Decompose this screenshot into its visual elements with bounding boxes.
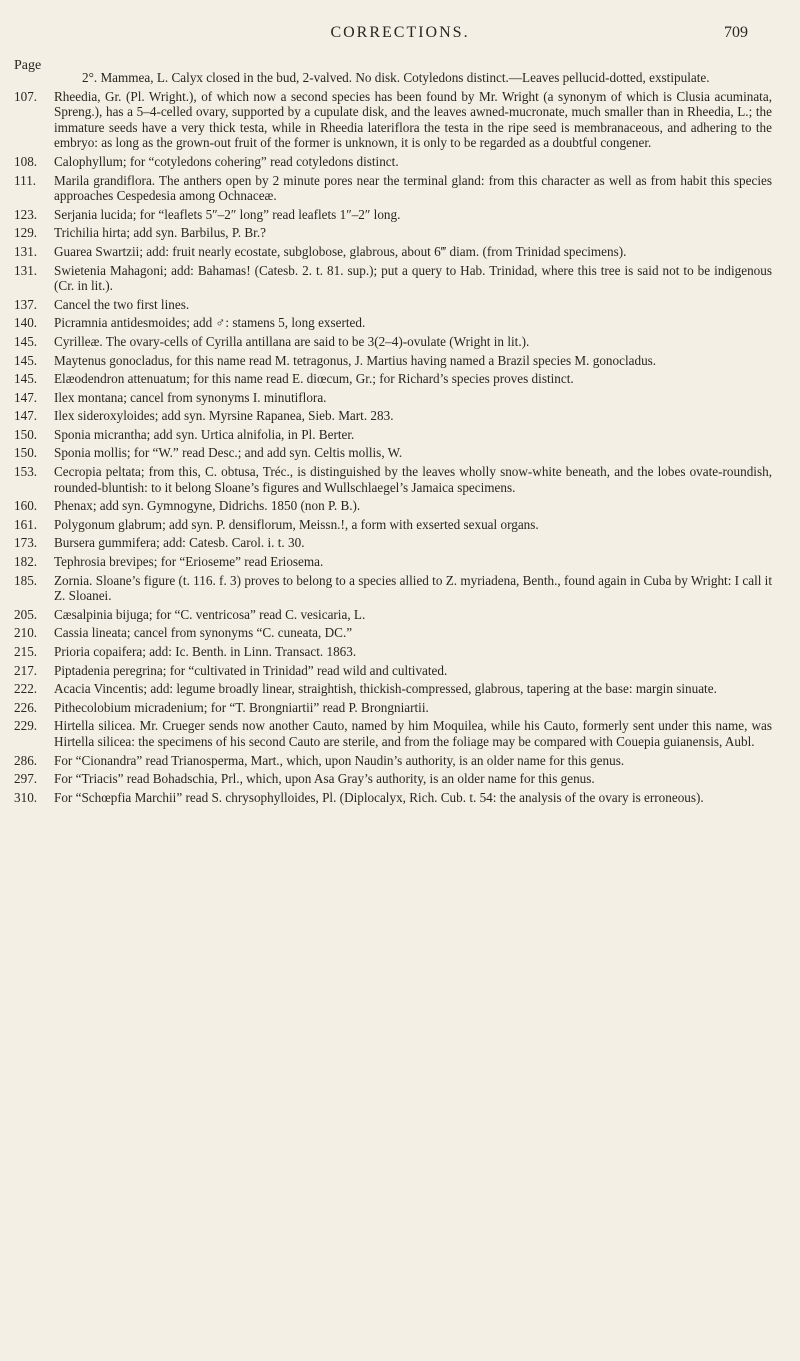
entry-page-number: 182. xyxy=(14,554,38,570)
entry-text: Trichilia hirta; add syn. Barbilus, P. Br.? xyxy=(54,225,266,241)
entry-page-number: 147. xyxy=(14,389,38,405)
correction-entry xyxy=(14,244,772,260)
entry-text: Sponia micrantha; add syn. Urtica alnifolia, in Pl. Berter. xyxy=(54,426,355,442)
entry-page-number: 145. xyxy=(14,371,38,387)
entry-page-number: 107. xyxy=(14,88,38,104)
page-number: 709 xyxy=(724,24,748,41)
entry-page-number: 140. xyxy=(14,315,38,331)
entry-page-number: 185. xyxy=(14,572,38,588)
correction-entry xyxy=(14,207,772,223)
entry-text: Ilex sideroxyloides; add syn. Myrsine Rapanea, Sieb. Mart. 283. xyxy=(54,408,394,424)
entry-page-number: 145. xyxy=(14,333,38,349)
entry-text: Sponia mollis; for “W.” read Desc.; and add syn. Celtis mollis, W. xyxy=(54,445,403,461)
entry-page-number: 160. xyxy=(14,498,38,514)
entry-text: Cancel the two first lines. xyxy=(54,296,190,312)
correction-entry xyxy=(14,315,772,331)
entry-text: Guarea Swartzii; add: fruit nearly ecostate, subglobose, glabrous, about 6‴ diam. (from Trinidad specimens). xyxy=(54,243,627,259)
entry-page-number: 108. xyxy=(14,153,38,169)
entry-text: Maytenus gonocladus, for this name read M. tetragonus, J. Martius having named a Brazil species M. gonocladus. xyxy=(54,352,657,368)
correction-entry xyxy=(14,753,772,769)
entry-text: Phenax; add syn. Gymnogyne, Didrichs. 1850 (non P. B.). xyxy=(54,498,361,514)
correction-entry xyxy=(14,681,772,697)
entry-page-number: 111. xyxy=(14,172,37,188)
entry-text: Pithecolobium micradenium; for “T. Brongniartii” read P. Brongniartii. xyxy=(54,699,429,715)
entry-page-number: 226. xyxy=(14,699,38,715)
entry-text: Calophyllum; for “cotyledons cohering” read cotyledons distinct. xyxy=(54,153,399,169)
entry-text: Polygonum glabrum; add syn. P. densiflorum, Meissn.!, a form with exserted sexual organs. xyxy=(54,516,539,532)
correction-entry xyxy=(14,427,772,443)
correction-entry xyxy=(14,625,772,641)
entry-page-number: 222. xyxy=(14,681,38,697)
entry-page-number: 286. xyxy=(14,752,38,768)
correction-entry xyxy=(14,263,772,294)
correction-entry xyxy=(14,718,772,749)
entry-text: Cassia lineata; cancel from synonyms “C. cuneata, DC.” xyxy=(54,625,353,641)
entry-text: For “Triacis” read Bohadschia, Prl., which, upon Asa Gray’s authority, is an older name for this genus. xyxy=(54,771,595,787)
entry-page-number: 150. xyxy=(14,426,38,442)
entry-text: Bursera gummifera; add: Catesb. Carol. i. t. 30. xyxy=(54,535,305,551)
correction-entry xyxy=(14,297,772,313)
correction-entry xyxy=(14,445,772,461)
correction-entry xyxy=(14,700,772,716)
entry-text: Cæsalpinia bijuga; for “C. ventricosa” read C. vesicaria, L. xyxy=(54,606,366,622)
entry-page-number: 153. xyxy=(14,464,38,480)
entry-text: Marila grandiflora. The anthers open by 2 minute pores near the terminal gland: from this character as well as from habit this species approaches Cespedesia among Ochnaceæ. xyxy=(54,172,772,204)
entry-page-number: 297. xyxy=(14,771,38,787)
entry-text: For “Schœpfia Marchii” read S. chrysophylloides, Pl. (Diplocalyx, Rich. Cub. t. 54: the analysis of the ovary is erroneous). xyxy=(54,789,704,805)
correction-entry xyxy=(14,790,772,806)
entry-page-number: 161. xyxy=(14,516,38,532)
entry-page-number: 205. xyxy=(14,606,38,622)
correction-entry xyxy=(14,70,772,86)
entry-text: Ilex montana; cancel from synonyms I. minutiflora. xyxy=(54,389,327,405)
entry-page-number: 173. xyxy=(14,535,38,551)
correction-entry xyxy=(14,89,772,151)
correction-entry xyxy=(14,573,772,604)
correction-entry xyxy=(14,408,772,424)
correction-entry xyxy=(14,390,772,406)
entry-text: Serjania lucida; for “leaflets 5″–2″ long” read leaflets 1″–2″ long. xyxy=(54,206,401,222)
page-column-label: Page xyxy=(14,58,42,73)
correction-entry xyxy=(14,154,772,170)
correction-entry xyxy=(14,554,772,570)
entry-page-number: 150. xyxy=(14,445,38,461)
entry-text: Zornia. Sloane’s figure (t. 116. f. 3) proves to belong to a species allied to Z. myriadena, Benth., found again in Cuba by Wright: I call it Z. Sloanei. xyxy=(54,572,773,604)
entry-text: Hirtella silicea. Mr. Crueger sends now another Cauto, named by him Moquilea, while his Cauto, formerly sent under this name, was Hirtella silicea: the specimens of his second Cauto are sterile, and from the foliage may be compared with Couepia guianensis, Aubl. xyxy=(54,718,772,749)
entry-page-number: 131. xyxy=(14,262,38,278)
entry-page-number: 131. xyxy=(14,243,38,259)
entry-page-number: 217. xyxy=(14,662,38,678)
entry-text: Acacia Vincentis; add: legume broadly linear, straightish, thickish-compressed, glabrous, tapering at the base: margin sinuate. xyxy=(54,681,717,697)
correction-entry xyxy=(14,371,772,387)
entry-text: Cecropia peltata; from this, C. obtusa, Tréc., is distinguished by the leaves wholly snow-white beneath, and the lobes ovate-roundish, rounded-bluntish: to it belong Sloane’s figures and Wullschlaegel’s Jamaica specimens. xyxy=(54,464,772,495)
entry-page-number: 137. xyxy=(14,296,38,312)
correction-entry xyxy=(14,535,772,551)
corrections-list xyxy=(14,70,772,805)
entry-page-number: 229. xyxy=(14,718,38,734)
correction-entry xyxy=(14,225,772,241)
entry-text: Prioria copaifera; add: Ic. Benth. in Linn. Transact. 1863. xyxy=(54,644,357,659)
correction-entry xyxy=(14,644,772,660)
correction-entry xyxy=(14,353,772,369)
entry-text: Picramnia antidesmoides; add ♂: stamens 5, long exserted. xyxy=(54,315,366,331)
entry-page-number: 147. xyxy=(14,408,38,424)
correction-entry xyxy=(14,517,772,533)
entry-page-number: 215. xyxy=(14,644,38,659)
correction-entry xyxy=(14,334,772,350)
correction-entry xyxy=(14,607,772,623)
correction-entry xyxy=(14,464,772,495)
running-head: CORRECTIONS. xyxy=(330,24,470,41)
entry-text: Swietenia Mahagoni; add: Bahamas! (Catesb. 2. t. 81. sup.); put a query to Hab. Trinidad, where this tree is said not to be indigenous (Cr. in lit.). xyxy=(54,262,772,294)
entry-text: Piptadenia peregrina; for “cultivated in Trinidad” read wild and cultivated. xyxy=(54,662,448,678)
entry-text: 2°. Mammea, L. Calyx closed in the bud, 2-valved. No disk. Cotyledons distinct.—Leaves pellucid-dotted, exstipulate. xyxy=(82,70,710,85)
entry-text: Cyrilleæ. The ovary-cells of Cyrilla antillana are said to be 3(2–4)-ovulate (Wright in lit.). xyxy=(54,333,530,349)
correction-entry xyxy=(14,771,772,787)
entry-text: Rheedia, Gr. (Pl. Wright.), of which now a second species has been found by Mr. Wright (a synonym of which is Clusia acuminata, Spreng.), has a 5–4-celled ovary, supported by a cupulate disk, and the leaves awned-mucronate, much smaller than in Rheedia, L.; the immature seeds have a very thick testa, while in Rheedia lateriflora the testa in the ripe seed is membranaceous, and adhering to the embryo: as long as the grown-out fruit of the former is unknown, it is only to be regarded as a doubtful congener. xyxy=(54,88,772,151)
correction-entry xyxy=(14,498,772,514)
entry-text: Elæodendron attenuatum; for this name read E. diœcum, Gr.; for Richard’s species proves distinct. xyxy=(54,371,574,387)
correction-entry xyxy=(14,663,772,679)
entry-page-number: 145. xyxy=(14,352,38,368)
entry-page-number: 210. xyxy=(14,625,38,641)
entry-page-number: 129. xyxy=(14,225,38,241)
entry-page-number: 123. xyxy=(14,206,38,222)
correction-entry xyxy=(14,173,772,204)
entry-page-number: 310. xyxy=(14,789,38,805)
entry-text: Tephrosia brevipes; for “Erioseme” read Eriosema. xyxy=(54,554,324,570)
entry-text: For “Cionandra” read Trianosperma, Mart., which, upon Naudin’s authority, is an older name for this genus. xyxy=(54,752,625,768)
